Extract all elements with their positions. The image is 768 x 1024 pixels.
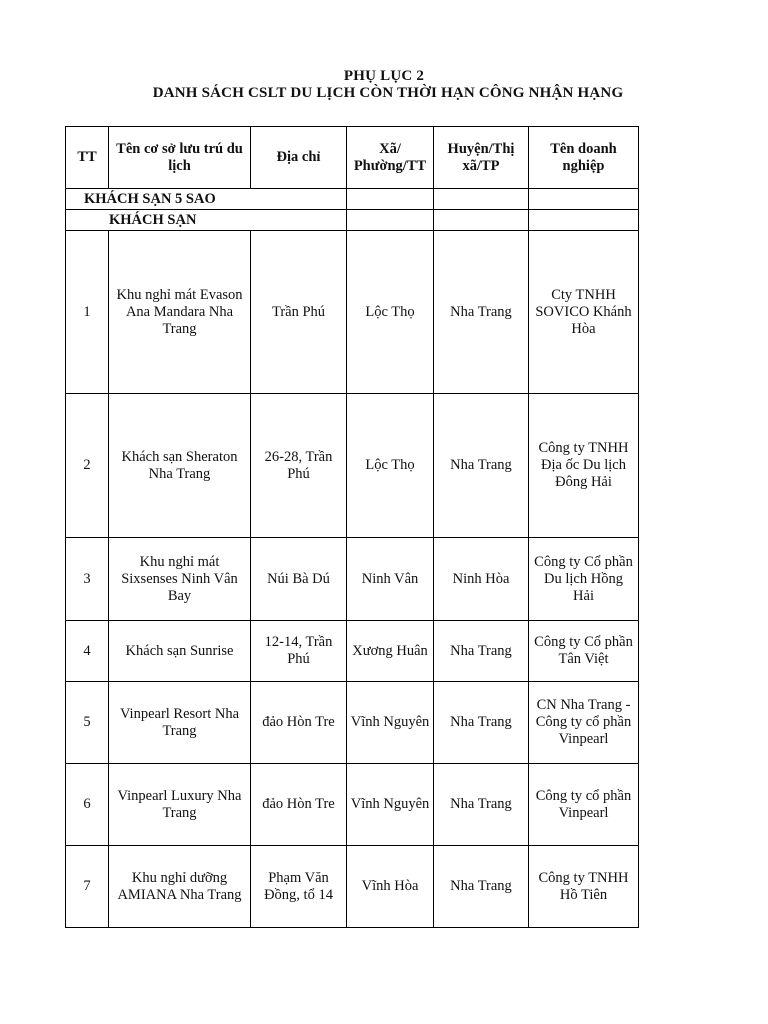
facility-name: Khu nghỉ mát Sixsenses Ninh Vân Bay	[109, 538, 251, 621]
address: 26-28, Trần Phú	[251, 394, 347, 538]
facility-name: Khu nghỉ dưỡng AMIANA Nha Trang	[109, 846, 251, 928]
row-number: 6	[66, 764, 109, 846]
table-header-row	[66, 127, 639, 189]
company-name: Công ty TNHH Địa ốc Du lịch Đông Hải	[529, 394, 639, 538]
section-row	[66, 189, 639, 210]
address: Núi Bà Dú	[251, 538, 347, 621]
column-header: Xã/ Phường/TT	[347, 127, 434, 189]
table-row	[66, 621, 639, 682]
column-header: Địa chỉ	[251, 127, 347, 189]
address: 12-14, Trần Phú	[251, 621, 347, 682]
accommodation-table	[65, 126, 639, 928]
company-name: Công ty Cổ phần Tân Việt	[529, 621, 639, 682]
company-name: Công ty Cổ phần Du lịch Hồng Hải	[529, 538, 639, 621]
column-header: Tên doanh nghiệp	[529, 127, 639, 189]
section-row	[66, 210, 639, 231]
ward: Lộc Thọ	[347, 394, 434, 538]
district: Nha Trang	[434, 621, 529, 682]
facility-name: Khu nghỉ mát Evason Ana Mandara Nha Trang	[109, 231, 251, 394]
row-number: 5	[66, 682, 109, 764]
district: Nha Trang	[434, 764, 529, 846]
ward: Lộc Thọ	[347, 231, 434, 394]
row-number: 1	[66, 231, 109, 394]
company-name: CN Nha Trang - Công ty cổ phần Vinpearl	[529, 682, 639, 764]
table-row	[66, 231, 639, 394]
row-number: 3	[66, 538, 109, 621]
row-number: 7	[66, 846, 109, 928]
table-row	[66, 846, 639, 928]
facility-name: Khách sạn Sheraton Nha Trang	[109, 394, 251, 538]
table-row	[66, 682, 639, 764]
appendix-label: PHỤ LỤC 2	[343, 68, 425, 84]
table-row	[66, 538, 639, 621]
ward: Vĩnh Hòa	[347, 846, 434, 928]
district: Nha Trang	[434, 394, 529, 538]
ward: Vĩnh Nguyên	[347, 682, 434, 764]
ward: Ninh Vân	[347, 538, 434, 621]
column-header: Huyện/Thị xã/TP	[434, 127, 529, 189]
row-number: 2	[66, 394, 109, 538]
address: đảo Hòn Tre	[251, 764, 347, 846]
ward: Xương Huân	[347, 621, 434, 682]
district: Nha Trang	[434, 846, 529, 928]
address: Phạm Văn Đồng, tổ 14	[251, 846, 347, 928]
company-name: Công ty TNHH Hồ Tiên	[529, 846, 639, 928]
company-name: Công ty cổ phần Vinpearl	[529, 764, 639, 846]
ward: Vĩnh Nguyên	[347, 764, 434, 846]
document-title: DANH SÁCH CSLT DU LỊCH CÒN THỜI HẠN CÔNG NHẬN HẠNG	[152, 85, 624, 101]
district: Nha Trang	[434, 682, 529, 764]
facility-name: Vinpearl Luxury Nha Trang	[109, 764, 251, 846]
district: Ninh Hòa	[434, 538, 529, 621]
facility-name: Vinpearl Resort Nha Trang	[109, 682, 251, 764]
company-name: Cty TNHH SOVICO Khánh Hòa	[529, 231, 639, 394]
facility-name: Khách sạn Sunrise	[109, 621, 251, 682]
address: Trần Phú	[251, 231, 347, 394]
district: Nha Trang	[434, 231, 529, 394]
column-header: Tên cơ sở lưu trú du lịch	[109, 127, 251, 189]
section-label: KHÁCH SẠN 5 SAO	[66, 189, 347, 210]
address: đảo Hòn Tre	[251, 682, 347, 764]
section-label: KHÁCH SẠN	[66, 210, 347, 231]
column-header: TT	[66, 127, 109, 189]
table-row	[66, 394, 639, 538]
row-number: 4	[66, 621, 109, 682]
table-row	[66, 764, 639, 846]
